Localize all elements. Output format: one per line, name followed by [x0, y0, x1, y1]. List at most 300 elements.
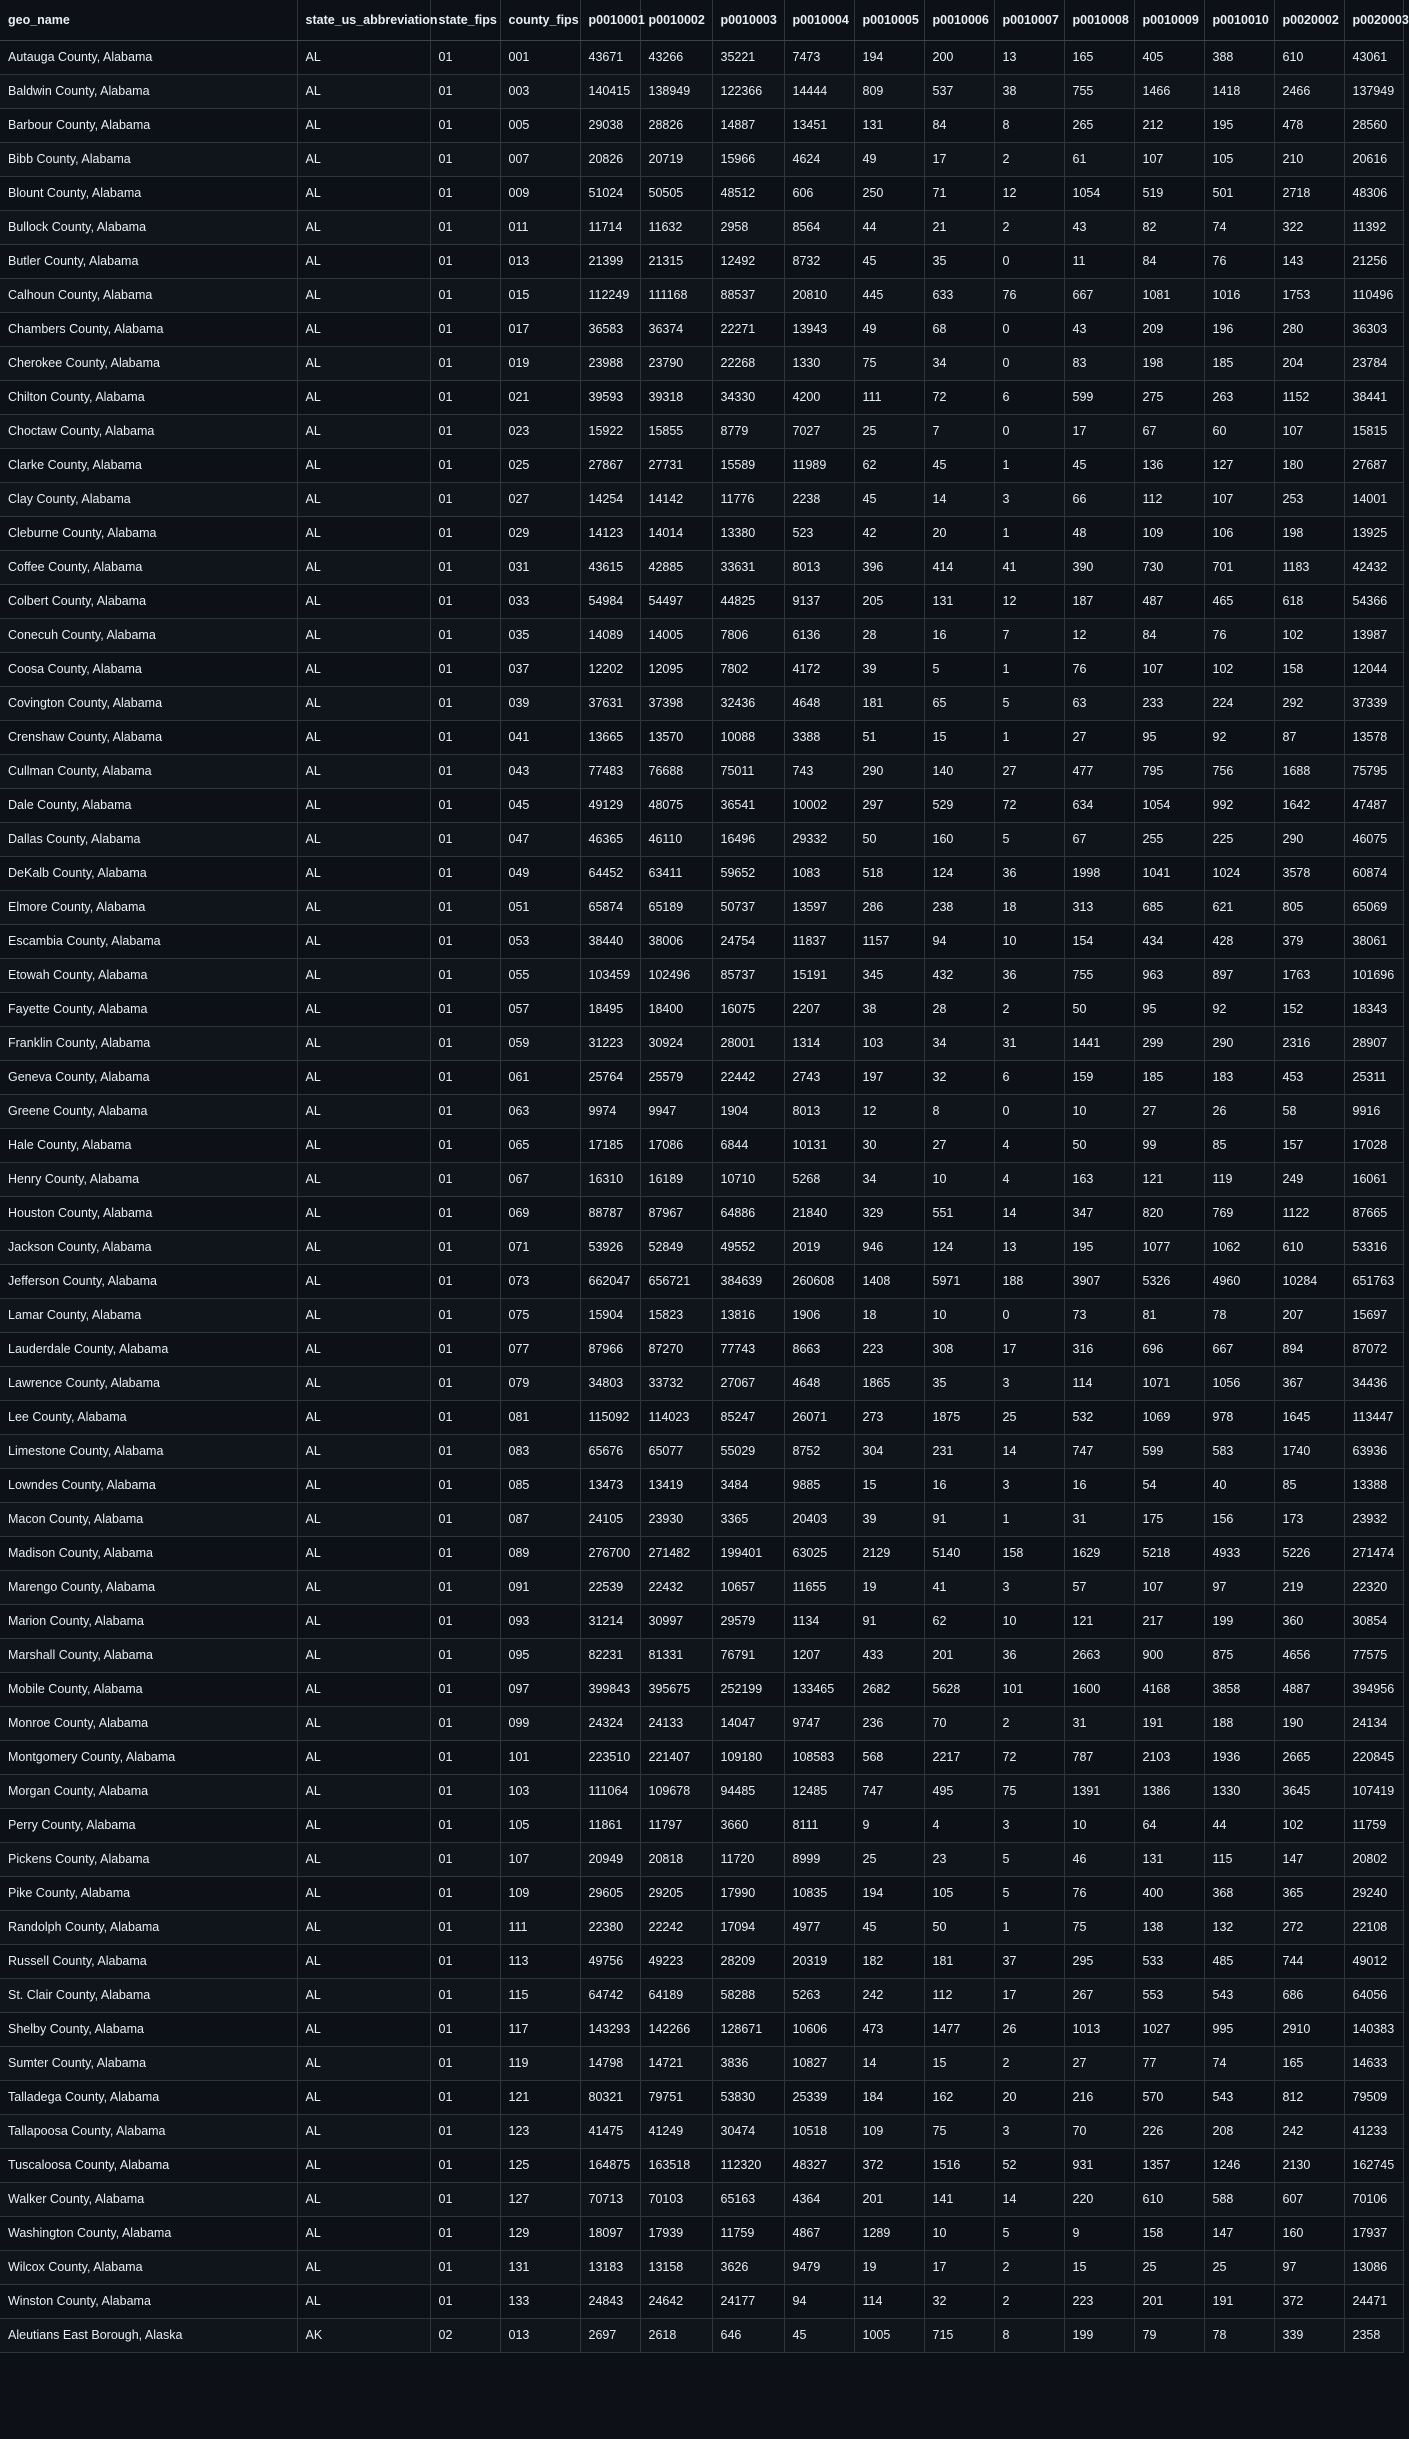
table-cell[interactable]: 003 [500, 74, 580, 108]
table-cell[interactable]: 091 [500, 1570, 580, 1604]
table-cell[interactable]: Marion County, Alabama [0, 1604, 297, 1638]
table-cell[interactable]: Greene County, Alabama [0, 1094, 297, 1128]
column-header-p0010004[interactable]: p0010004 [784, 0, 854, 40]
table-cell[interactable]: 0 [994, 1094, 1064, 1128]
table-cell[interactable]: 16189 [640, 1162, 712, 1196]
table-cell[interactable]: 70 [924, 1706, 994, 1740]
table-cell[interactable]: 7473 [784, 40, 854, 74]
table-cell[interactable]: 01 [430, 2046, 500, 2080]
table-row[interactable] [0, 1570, 1403, 1604]
table-cell[interactable]: 34436 [1344, 1366, 1403, 1400]
table-cell[interactable]: 132 [1204, 1910, 1274, 1944]
table-row[interactable] [0, 1536, 1403, 1570]
table-cell[interactable]: 25 [854, 1842, 924, 1876]
table-cell[interactable]: AL [297, 1026, 430, 1060]
table-cell[interactable]: 17939 [640, 2216, 712, 2250]
table-cell[interactable]: 1865 [854, 1366, 924, 1400]
table-cell[interactable]: 103 [854, 1026, 924, 1060]
table-cell[interactable]: 45 [784, 2318, 854, 2352]
table-cell[interactable]: 102 [1204, 652, 1274, 686]
table-cell[interactable]: 75 [994, 1774, 1064, 1808]
table-cell[interactable]: Blount County, Alabama [0, 176, 297, 210]
table-cell[interactable]: AL [297, 754, 430, 788]
table-cell[interactable]: Randolph County, Alabama [0, 1910, 297, 1944]
table-cell[interactable]: 551 [924, 1196, 994, 1230]
table-cell[interactable]: 76 [1204, 244, 1274, 278]
table-cell[interactable]: 2 [994, 2046, 1064, 2080]
table-cell[interactable]: 8752 [784, 1434, 854, 1468]
table-cell[interactable]: 434 [1134, 924, 1204, 958]
table-cell[interactable]: 64 [1134, 1808, 1204, 1842]
table-cell[interactable]: 13473 [580, 1468, 640, 1502]
table-cell[interactable]: 194 [854, 40, 924, 74]
table-cell[interactable]: 141 [924, 2182, 994, 2216]
table-cell[interactable]: 152 [1274, 992, 1344, 1026]
table-cell[interactable]: 17 [994, 1332, 1064, 1366]
table-cell[interactable]: 67 [1064, 822, 1134, 856]
table-cell[interactable]: AL [297, 1468, 430, 1502]
table-cell[interactable]: 62 [924, 1604, 994, 1638]
table-cell[interactable]: 97 [1204, 1570, 1274, 1604]
table-cell[interactable]: 01 [430, 1740, 500, 1774]
table-cell[interactable]: 1998 [1064, 856, 1134, 890]
table-cell[interactable]: 36 [994, 856, 1064, 890]
table-cell[interactable]: 12 [1064, 618, 1134, 652]
table-cell[interactable]: 30 [854, 1128, 924, 1162]
table-cell[interactable]: 21399 [580, 244, 640, 278]
table-cell[interactable]: 208 [1204, 2114, 1274, 2148]
table-cell[interactable]: AL [297, 2080, 430, 2114]
table-cell[interactable]: 329 [854, 1196, 924, 1230]
table-cell[interactable]: 83 [1064, 346, 1134, 380]
table-cell[interactable]: 31223 [580, 1026, 640, 1060]
table-cell[interactable]: 8 [994, 108, 1064, 142]
table-cell[interactable]: 473 [854, 2012, 924, 2046]
table-cell[interactable]: 01 [430, 414, 500, 448]
table-cell[interactable]: 111064 [580, 1774, 640, 1808]
table-cell[interactable]: 11797 [640, 1808, 712, 1842]
table-cell[interactable]: 1246 [1204, 2148, 1274, 2182]
table-row[interactable] [0, 244, 1403, 278]
table-cell[interactable]: AL [297, 210, 430, 244]
table-row[interactable] [0, 1434, 1403, 1468]
table-cell[interactable]: 1183 [1274, 550, 1344, 584]
table-cell[interactable]: 4624 [784, 142, 854, 176]
table-cell[interactable]: 87072 [1344, 1332, 1403, 1366]
table-cell[interactable]: 25579 [640, 1060, 712, 1094]
table-cell[interactable]: 107419 [1344, 1774, 1403, 1808]
table-cell[interactable]: 199 [1064, 2318, 1134, 2352]
table-cell[interactable]: 122366 [712, 74, 784, 108]
table-cell[interactable]: 94 [924, 924, 994, 958]
table-cell[interactable]: 2207 [784, 992, 854, 1026]
table-cell[interactable]: 025 [500, 448, 580, 482]
table-cell[interactable]: 501 [1204, 176, 1274, 210]
table-cell[interactable]: 01 [430, 686, 500, 720]
table-cell[interactable]: 931 [1064, 2148, 1134, 2182]
table-cell[interactable]: 64742 [580, 1978, 640, 2012]
table-cell[interactable]: 223 [1064, 2284, 1134, 2318]
table-cell[interactable]: 01 [430, 1332, 500, 1366]
table-cell[interactable]: 2 [994, 1706, 1064, 1740]
table-cell[interactable]: 11632 [640, 210, 712, 244]
table-cell[interactable]: 1 [994, 1910, 1064, 1944]
table-cell[interactable]: 1054 [1064, 176, 1134, 210]
table-cell[interactable]: 9 [854, 1808, 924, 1842]
table-cell[interactable]: 242 [1274, 2114, 1344, 2148]
table-cell[interactable]: 610 [1274, 40, 1344, 74]
table-row[interactable] [0, 992, 1403, 1026]
table-cell[interactable]: 634 [1064, 788, 1134, 822]
column-header-p0010001[interactable]: p0010001 [580, 0, 640, 40]
table-cell[interactable]: 3 [994, 1808, 1064, 1842]
table-cell[interactable]: 28209 [712, 1944, 784, 1978]
table-cell[interactable]: 53926 [580, 1230, 640, 1264]
table-cell[interactable]: 13388 [1344, 1468, 1403, 1502]
table-cell[interactable]: 11759 [712, 2216, 784, 2250]
table-cell[interactable]: Lamar County, Alabama [0, 1298, 297, 1332]
table-cell[interactable]: 38061 [1344, 924, 1403, 958]
table-cell[interactable]: Houston County, Alabama [0, 1196, 297, 1230]
table-cell[interactable]: AL [297, 1230, 430, 1264]
table-cell[interactable]: 164875 [580, 2148, 640, 2182]
table-cell[interactable]: 123 [500, 2114, 580, 2148]
table-row[interactable] [0, 1298, 1403, 1332]
table-cell[interactable]: 995 [1204, 2012, 1274, 2046]
table-row[interactable] [0, 2284, 1403, 2318]
table-cell[interactable]: 113447 [1344, 1400, 1403, 1434]
table-cell[interactable]: AL [297, 1434, 430, 1468]
table-cell[interactable]: AL [297, 142, 430, 176]
table-cell[interactable]: 01 [430, 74, 500, 108]
table-cell[interactable]: 65069 [1344, 890, 1403, 924]
table-cell[interactable]: AL [297, 2012, 430, 2046]
table-cell[interactable]: 15 [924, 720, 994, 754]
table-cell[interactable]: 1157 [854, 924, 924, 958]
column-header-p0010002[interactable]: p0010002 [640, 0, 712, 40]
table-cell[interactable]: 01 [430, 1808, 500, 1842]
column-header-p0010010[interactable]: p0010010 [1204, 0, 1274, 40]
table-cell[interactable]: 304 [854, 1434, 924, 1468]
table-cell[interactable]: 1041 [1134, 856, 1204, 890]
table-cell[interactable]: 271474 [1344, 1536, 1403, 1570]
table-cell[interactable]: 250 [854, 176, 924, 210]
table-cell[interactable]: 158 [1274, 652, 1344, 686]
table-cell[interactable]: 755 [1064, 958, 1134, 992]
table-cell[interactable]: 01 [430, 958, 500, 992]
table-cell[interactable]: 76688 [640, 754, 712, 788]
table-cell[interactable]: 46110 [640, 822, 712, 856]
table-cell[interactable]: 061 [500, 1060, 580, 1094]
table-cell[interactable]: 181 [924, 1944, 994, 1978]
table-cell[interactable]: 395675 [640, 1672, 712, 1706]
table-cell[interactable]: 65 [924, 686, 994, 720]
table-cell[interactable]: 267 [1064, 1978, 1134, 2012]
table-cell[interactable]: 0 [994, 312, 1064, 346]
table-cell[interactable]: 4977 [784, 1910, 854, 1944]
table-cell[interactable]: 101696 [1344, 958, 1403, 992]
table-cell[interactable]: 065 [500, 1128, 580, 1162]
table-row[interactable] [0, 686, 1403, 720]
table-cell[interactable]: 115092 [580, 1400, 640, 1434]
table-cell[interactable]: 273 [854, 1400, 924, 1434]
table-cell[interactable]: 1906 [784, 1298, 854, 1332]
table-cell[interactable]: 63 [1064, 686, 1134, 720]
table-cell[interactable]: 079 [500, 1366, 580, 1400]
table-cell[interactable]: 322 [1274, 210, 1344, 244]
table-cell[interactable]: 160 [1274, 2216, 1344, 2250]
table-cell[interactable]: 30997 [640, 1604, 712, 1638]
table-row[interactable] [0, 1672, 1403, 1706]
table-cell[interactable]: 099 [500, 1706, 580, 1740]
table-cell[interactable]: 28826 [640, 108, 712, 142]
table-cell[interactable]: 10835 [784, 1876, 854, 1910]
table-cell[interactable]: 894 [1274, 1332, 1344, 1366]
table-cell[interactable]: 297 [854, 788, 924, 822]
table-cell[interactable]: 1753 [1274, 278, 1344, 312]
table-cell[interactable]: 35221 [712, 40, 784, 74]
table-cell[interactable]: Fayette County, Alabama [0, 992, 297, 1026]
table-cell[interactable]: 3365 [712, 1502, 784, 1536]
table-cell[interactable]: 21315 [640, 244, 712, 278]
table-cell[interactable]: 46075 [1344, 822, 1403, 856]
table-cell[interactable]: AL [297, 1944, 430, 1978]
table-cell[interactable]: 1024 [1204, 856, 1274, 890]
table-cell[interactable]: 34330 [712, 380, 784, 414]
table-cell[interactable]: 29205 [640, 1876, 712, 1910]
table-cell[interactable]: 1016 [1204, 278, 1274, 312]
table-cell[interactable]: 14798 [580, 2046, 640, 2080]
table-cell[interactable]: 339 [1274, 2318, 1344, 2352]
table-cell[interactable]: 85 [1274, 1468, 1344, 1502]
table-cell[interactable]: Clarke County, Alabama [0, 448, 297, 482]
table-cell[interactable]: 231 [924, 1434, 994, 1468]
table-cell[interactable]: AK [297, 2318, 430, 2352]
table-cell[interactable]: 097 [500, 1672, 580, 1706]
table-cell[interactable]: 10657 [712, 1570, 784, 1604]
table-cell[interactable]: 553 [1134, 1978, 1204, 2012]
table-cell[interactable]: 160 [924, 822, 994, 856]
table-cell[interactable]: 8732 [784, 244, 854, 278]
table-cell[interactable]: 51024 [580, 176, 640, 210]
table-cell[interactable]: 48075 [640, 788, 712, 822]
column-header-p0010003[interactable]: p0010003 [712, 0, 784, 40]
table-cell[interactable]: 01 [430, 482, 500, 516]
table-cell[interactable]: 656721 [640, 1264, 712, 1298]
table-cell[interactable]: 54 [1134, 1468, 1204, 1502]
table-row[interactable] [0, 856, 1403, 890]
table-cell[interactable]: 1134 [784, 1604, 854, 1638]
table-cell[interactable]: 5971 [924, 1264, 994, 1298]
table-cell[interactable]: 70713 [580, 2182, 640, 2216]
table-cell[interactable]: 396 [854, 550, 924, 584]
table-cell[interactable]: 17990 [712, 1876, 784, 1910]
table-cell[interactable]: 11 [1064, 244, 1134, 278]
table-cell[interactable]: 01 [430, 1842, 500, 1876]
table-cell[interactable]: 3 [994, 1366, 1064, 1400]
table-row[interactable] [0, 1876, 1403, 1910]
table-cell[interactable]: 54497 [640, 584, 712, 618]
table-row[interactable] [0, 550, 1403, 584]
table-cell[interactable]: 01 [430, 244, 500, 278]
table-cell[interactable]: AL [297, 686, 430, 720]
table-cell[interactable]: 29332 [784, 822, 854, 856]
table-cell[interactable]: 21256 [1344, 244, 1403, 278]
table-cell[interactable]: 22432 [640, 1570, 712, 1604]
table-cell[interactable]: 37339 [1344, 686, 1403, 720]
table-cell[interactable]: 11861 [580, 1808, 640, 1842]
table-cell[interactable]: 795 [1134, 754, 1204, 788]
table-cell[interactable]: 45 [1064, 448, 1134, 482]
table-cell[interactable]: 075 [500, 1298, 580, 1332]
table-cell[interactable]: 10088 [712, 720, 784, 754]
table-cell[interactable]: 28 [854, 618, 924, 652]
table-cell[interactable]: 201 [1134, 2284, 1204, 2318]
table-cell[interactable]: 25311 [1344, 1060, 1403, 1094]
table-cell[interactable]: 14123 [580, 516, 640, 550]
table-cell[interactable]: 1083 [784, 856, 854, 890]
table-cell[interactable]: 01 [430, 2080, 500, 2114]
table-cell[interactable]: 107 [1274, 414, 1344, 448]
table-cell[interactable]: 01 [430, 1128, 500, 1162]
column-header-p0020002[interactable]: p0020002 [1274, 0, 1344, 40]
table-cell[interactable]: 71 [924, 176, 994, 210]
table-cell[interactable]: Dallas County, Alabama [0, 822, 297, 856]
table-cell[interactable]: 607 [1274, 2182, 1344, 2216]
table-cell[interactable]: AL [297, 1366, 430, 1400]
table-cell[interactable]: 1062 [1204, 1230, 1274, 1264]
table-cell[interactable]: 2958 [712, 210, 784, 244]
table-cell[interactable]: AL [297, 482, 430, 516]
column-header-county-fips[interactable]: county_fips [500, 0, 580, 40]
table-cell[interactable]: 72 [994, 1740, 1064, 1774]
table-cell[interactable]: 3484 [712, 1468, 784, 1502]
table-cell[interactable]: 9479 [784, 2250, 854, 2284]
table-cell[interactable]: 432 [924, 958, 994, 992]
table-row[interactable] [0, 1162, 1403, 1196]
table-cell[interactable]: 15922 [580, 414, 640, 448]
table-cell[interactable]: 20810 [784, 278, 854, 312]
table-cell[interactable]: Conecuh County, Alabama [0, 618, 297, 652]
table-cell[interactable]: 027 [500, 482, 580, 516]
table-cell[interactable]: 696 [1134, 1332, 1204, 1366]
table-cell[interactable]: 84 [924, 108, 994, 142]
table-cell[interactable]: AL [297, 1638, 430, 1672]
table-cell[interactable]: 52 [994, 2148, 1064, 2182]
table-cell[interactable]: 24754 [712, 924, 784, 958]
table-cell[interactable]: 272 [1274, 1910, 1344, 1944]
table-cell[interactable]: 207 [1274, 1298, 1344, 1332]
table-cell[interactable]: 32 [924, 1060, 994, 1094]
table-cell[interactable]: 384639 [712, 1264, 784, 1298]
table-cell[interactable]: 76 [1064, 1876, 1134, 1910]
table-cell[interactable]: AL [297, 924, 430, 958]
table-cell[interactable]: 49552 [712, 1230, 784, 1264]
table-cell[interactable]: 1122 [1274, 1196, 1344, 1230]
table-cell[interactable]: 11837 [784, 924, 854, 958]
table-cell[interactable]: 133 [500, 2284, 580, 2318]
table-cell[interactable]: 019 [500, 346, 580, 380]
table-cell[interactable]: 212 [1134, 108, 1204, 142]
table-cell[interactable]: 10284 [1274, 1264, 1344, 1298]
table-cell[interactable]: 345 [854, 958, 924, 992]
table-cell[interactable]: 24471 [1344, 2284, 1403, 2318]
table-cell[interactable]: 8663 [784, 1332, 854, 1366]
table-cell[interactable]: 108583 [784, 1740, 854, 1774]
table-cell[interactable]: 037 [500, 652, 580, 686]
table-cell[interactable]: 51 [854, 720, 924, 754]
table-row[interactable] [0, 1026, 1403, 1060]
table-cell[interactable]: 01 [430, 2182, 500, 2216]
table-cell[interactable]: Washington County, Alabama [0, 2216, 297, 2250]
table-cell[interactable]: 127 [1204, 448, 1274, 482]
table-cell[interactable]: 9137 [784, 584, 854, 618]
table-cell[interactable]: 0 [994, 414, 1064, 448]
table-cell[interactable]: 34803 [580, 1366, 640, 1400]
table-row[interactable] [0, 1128, 1403, 1162]
table-cell[interactable]: 101 [500, 1740, 580, 1774]
table-cell[interactable]: 59652 [712, 856, 784, 890]
table-cell[interactable]: 156 [1204, 1502, 1274, 1536]
table-cell[interactable]: 316 [1064, 1332, 1134, 1366]
table-cell[interactable]: 01 [430, 278, 500, 312]
table-cell[interactable]: 41475 [580, 2114, 640, 2148]
table-cell[interactable]: 20818 [640, 1842, 712, 1876]
table-cell[interactable]: 50 [924, 1910, 994, 1944]
table-cell[interactable]: 01 [430, 210, 500, 244]
table-cell[interactable]: 163518 [640, 2148, 712, 2182]
table-cell[interactable]: 4200 [784, 380, 854, 414]
table-cell[interactable]: 085 [500, 1468, 580, 1502]
table-row[interactable] [0, 890, 1403, 924]
table-cell[interactable]: 12485 [784, 1774, 854, 1808]
table-cell[interactable]: 103 [500, 1774, 580, 1808]
table-cell[interactable]: 01 [430, 924, 500, 958]
table-cell[interactable]: 031 [500, 550, 580, 584]
table-cell[interactable]: 13943 [784, 312, 854, 346]
table-cell[interactable]: AL [297, 1128, 430, 1162]
table-cell[interactable]: 188 [994, 1264, 1064, 1298]
table-cell[interactable]: 53316 [1344, 1230, 1403, 1264]
table-cell[interactable]: 30474 [712, 2114, 784, 2148]
table-row[interactable] [0, 1094, 1403, 1128]
table-cell[interactable]: 23790 [640, 346, 712, 380]
table-cell[interactable]: 220 [1064, 2182, 1134, 2216]
table-cell[interactable]: 17 [994, 1978, 1064, 2012]
table-cell[interactable]: 651763 [1344, 1264, 1403, 1298]
table-cell[interactable]: 047 [500, 822, 580, 856]
table-cell[interactable]: 58288 [712, 1978, 784, 2012]
table-cell[interactable]: 14005 [640, 618, 712, 652]
table-cell[interactable]: 49 [854, 312, 924, 346]
table-cell[interactable]: AL [297, 1740, 430, 1774]
table-cell[interactable]: 33732 [640, 1366, 712, 1400]
table-cell[interactable]: 023 [500, 414, 580, 448]
table-row[interactable] [0, 584, 1403, 618]
table-cell[interactable]: 48512 [712, 176, 784, 210]
table-cell[interactable]: 67 [1134, 414, 1204, 448]
table-cell[interactable]: 12044 [1344, 652, 1403, 686]
table-cell[interactable]: 1391 [1064, 1774, 1134, 1808]
table-cell[interactable]: 7 [994, 618, 1064, 652]
table-cell[interactable]: 399843 [580, 1672, 640, 1706]
table-row[interactable] [0, 1400, 1403, 1434]
table-cell[interactable]: 157 [1274, 1128, 1344, 1162]
table-cell[interactable]: 53830 [712, 2080, 784, 2114]
table-cell[interactable]: 195 [1064, 1230, 1134, 1264]
table-cell[interactable]: Baldwin County, Alabama [0, 74, 297, 108]
table-cell[interactable]: 224 [1204, 686, 1274, 720]
